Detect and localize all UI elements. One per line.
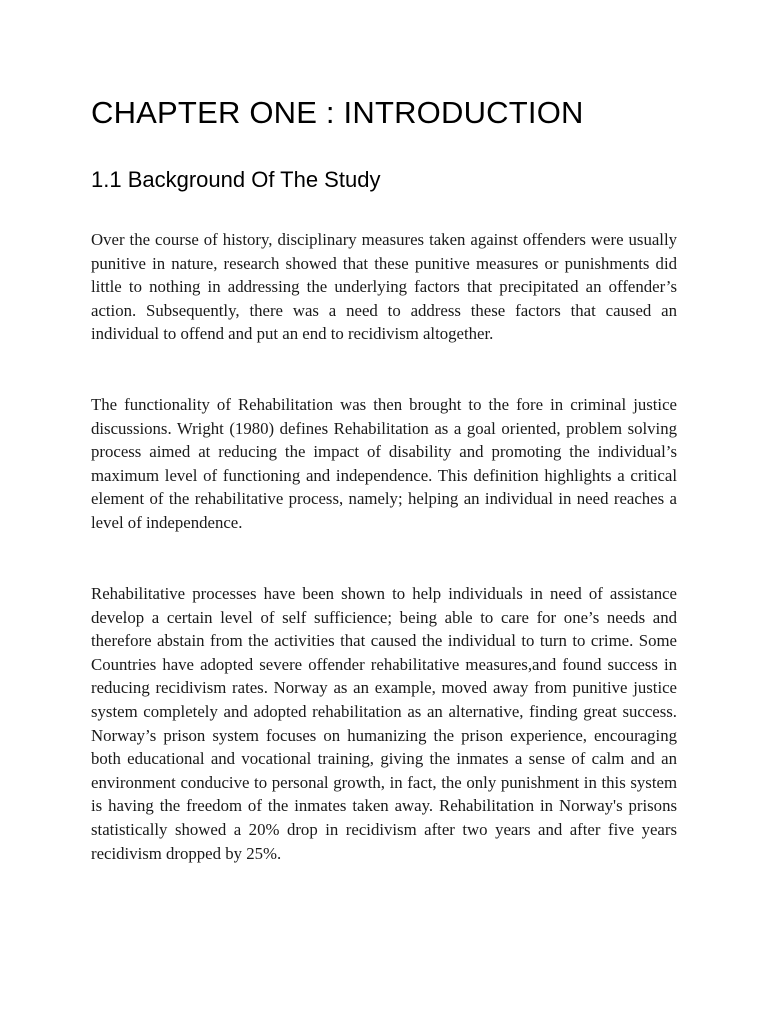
paragraph-background: Over the course of history, disciplinary measures taken against offenders were usually punitive in nature, research showed that these punitive measures or punishments did little to nothing in addressing the underlying factors that precipitated an offender’s action. Subsequently, there was a need to address these factors that caused an individual to offend and put an end to recidivism altogether. <box>91 230 677 344</box>
chapter-title: CHAPTER ONE : INTRODUCTION <box>91 95 584 130</box>
paragraph-rehabilitative-processes: Rehabilitative processes have been shown to help individuals in need of assistance develop a certain level of self sufficience; being able to care for one’s needs and therefore abstain from the activities that caused the individual to turn to crime. Some Countries have adopted severe offender rehabilitative measures,and found success in reducing recidivism rates. Norway as an example, moved away from punitive justice system completely and adopted rehabilitation as an alternative, finding great success. Norway’s prison system focuses on humanizing the prison experience, encouraging both educational and vocational training, giving the inmates a sense of calm and an environment conducive to personal growth, in fact, the only punishment in this system is having the freedom of the inmates taken away. Rehabilitation in Norway's prisons statistically showed a 20% drop in recidivism after two years and after five years recidivism dropped by 25%. <box>91 584 677 863</box>
section-title: 1.1 Background Of The Study <box>91 167 381 192</box>
paragraph-rehabilitation-definition: The functionality of Rehabilitation was then brought to the fore in criminal justice discussions. Wright (1980) defines Rehabilitation as a goal oriented, problem solving process aimed at reducing the impact of disability and promoting the individual’s maximum level of functioning and independence. This definition highlights a critical element of the rehabilitative process, namely; helping an individual in need reaches a level of independence. <box>91 395 677 532</box>
